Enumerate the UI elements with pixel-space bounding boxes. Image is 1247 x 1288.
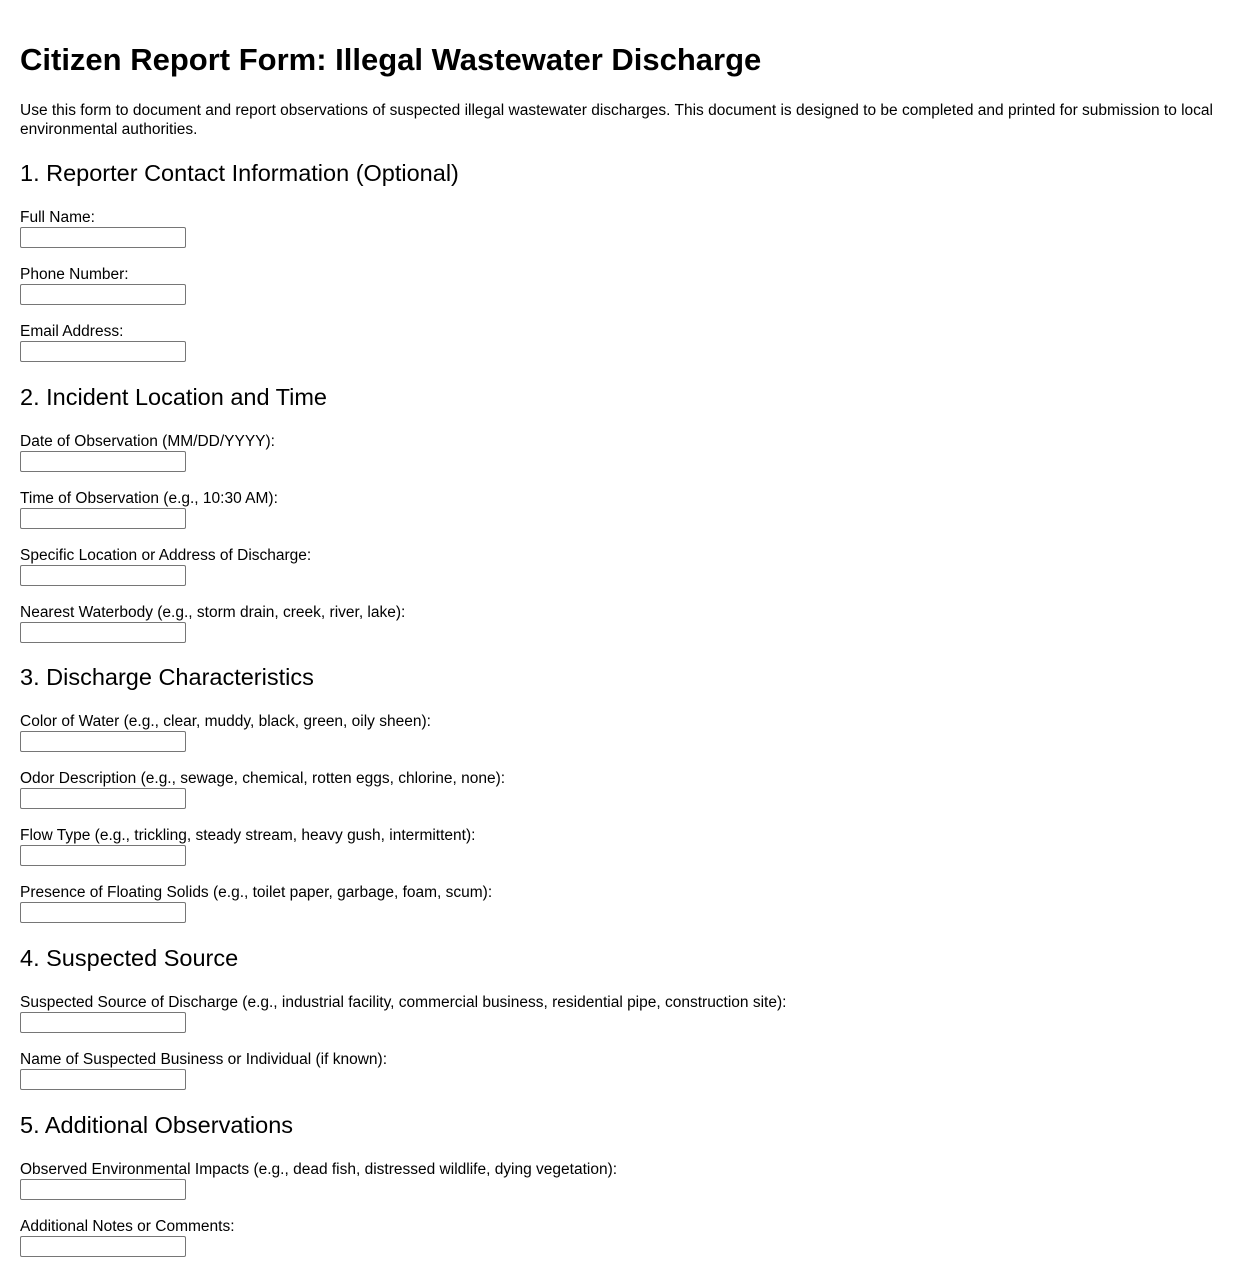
full-name-label: Full Name: (20, 209, 95, 226)
observation-time-input[interactable] (20, 508, 186, 529)
email-address-label: Email Address: (20, 323, 124, 340)
suspected-source-input[interactable] (20, 1012, 186, 1033)
nearest-waterbody-input[interactable] (20, 622, 186, 643)
page-title: Citizen Report Form: Illegal Wastewater Discharge (20, 42, 762, 77)
water-color-input[interactable] (20, 731, 186, 752)
section-heading-additional-observations: 5. Additional Observations (20, 1112, 294, 1138)
intro-paragraph: Use this form to document and report observations of suspected illegal wastewater discharges. This document is designed to be completed and printed for submission to local environmental authorities. (20, 102, 1213, 138)
section-heading-discharge-characteristics: 3. Discharge Characteristics (20, 664, 314, 690)
discharge-location-label: Specific Location or Address of Discharge: (20, 547, 312, 564)
full-name-input[interactable] (20, 227, 186, 248)
observation-date-label: Date of Observation (MM/DD/YYYY): (20, 433, 275, 450)
section-heading-incident-location: 2. Incident Location and Time (20, 384, 328, 410)
phone-number-label: Phone Number: (20, 266, 129, 283)
suspected-business-label: Name of Suspected Business or Individual (if known): (20, 1051, 388, 1068)
discharge-location-input[interactable] (20, 565, 186, 586)
suspected-source-label: Suspected Source of Discharge (e.g., industrial facility, commercial business, residential pipe, construction site): (20, 994, 787, 1011)
water-color-label: Color of Water (e.g., clear, muddy, black, green, oily sheen): (20, 713, 431, 730)
flow-type-input[interactable] (20, 845, 186, 866)
observation-date-input[interactable] (20, 451, 186, 472)
odor-description-label: Odor Description (e.g., sewage, chemical, rotten eggs, chlorine, none): (20, 770, 506, 787)
email-address-input[interactable] (20, 341, 186, 362)
additional-notes-input[interactable] (20, 1236, 186, 1257)
floating-solids-label: Presence of Floating Solids (e.g., toilet paper, garbage, foam, scum): (20, 884, 493, 901)
observation-time-label: Time of Observation (e.g., 10:30 AM): (20, 490, 278, 507)
odor-description-input[interactable] (20, 788, 186, 809)
additional-notes-label: Additional Notes or Comments: (20, 1218, 235, 1235)
environmental-impacts-input[interactable] (20, 1179, 186, 1200)
floating-solids-input[interactable] (20, 902, 186, 923)
flow-type-label: Flow Type (e.g., trickling, steady stream, heavy gush, intermittent): (20, 827, 476, 844)
section-heading-reporter-contact: 1. Reporter Contact Information (Optional) (20, 160, 459, 186)
section-heading-suspected-source: 4. Suspected Source (20, 945, 239, 971)
environmental-impacts-label: Observed Environmental Impacts (e.g., dead fish, distressed wildlife, dying vegetation): (20, 1161, 618, 1178)
suspected-business-input[interactable] (20, 1069, 186, 1090)
phone-number-input[interactable] (20, 284, 186, 305)
nearest-waterbody-label: Nearest Waterbody (e.g., storm drain, creek, river, lake): (20, 604, 406, 621)
